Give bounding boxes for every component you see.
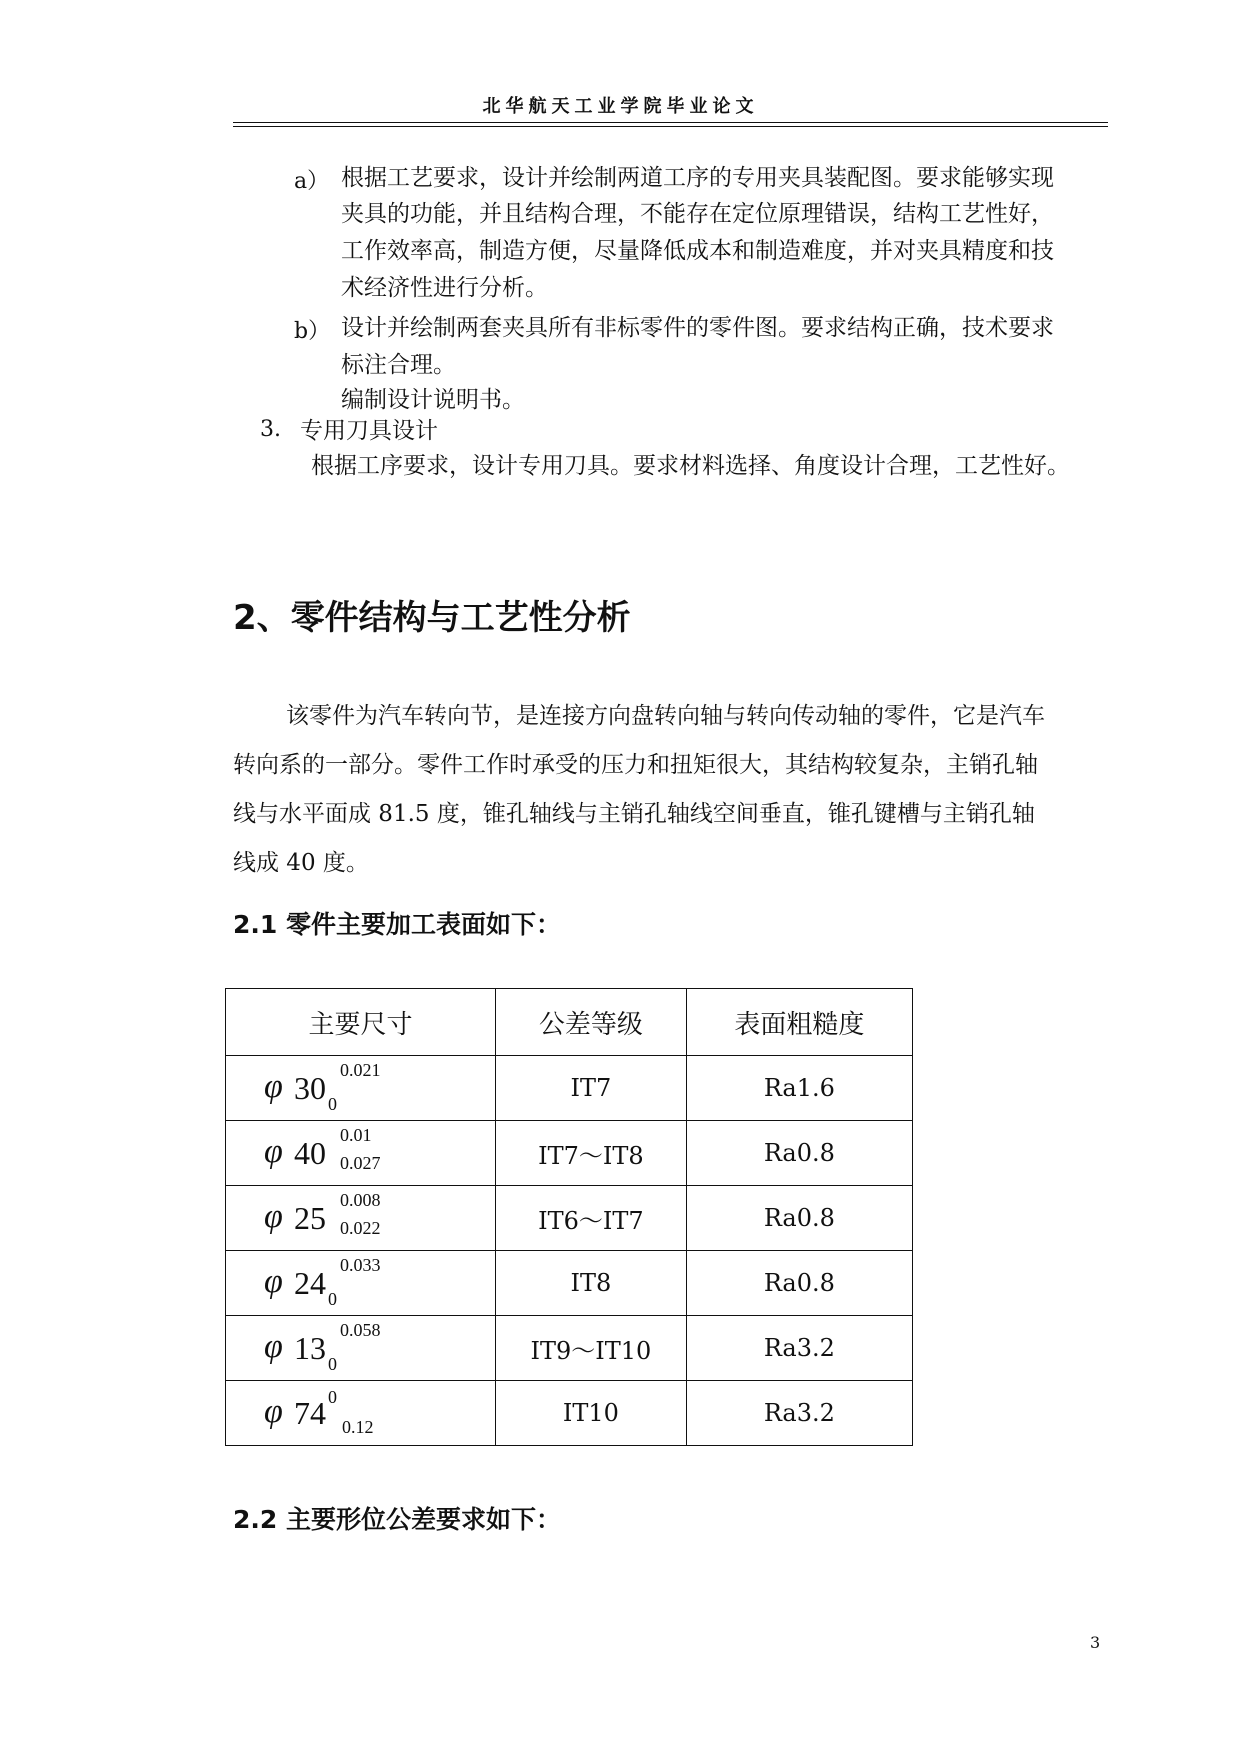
dimension-cell xyxy=(226,1251,496,1316)
grade-cell: IT10 xyxy=(496,1381,687,1446)
header-rule xyxy=(233,122,1108,123)
nominal-size: 25 xyxy=(294,1200,326,1236)
header-rule xyxy=(233,126,1108,127)
machining-surface-table xyxy=(225,988,913,1446)
roughness-cell: Ra3.2 xyxy=(686,1381,912,1446)
paragraph-line: 线成 40 度。 xyxy=(233,850,369,876)
list-item-b-line: 编制设计说明书。 xyxy=(341,387,525,413)
roughness-cell: Ra0.8 xyxy=(686,1186,912,1251)
nominal-size: 40 xyxy=(294,1135,326,1171)
upper-deviation: 0.01 xyxy=(340,1125,372,1145)
list-item-a-line: 夹具的功能，并且结构合理，不能存在定位原理错误，结构工艺性好， xyxy=(341,201,1054,227)
roughness-cell: Ra1.6 xyxy=(686,1056,912,1121)
list-marker-3: 3. xyxy=(260,417,281,442)
table-row xyxy=(226,1381,913,1446)
table-row xyxy=(226,1186,913,1251)
table-row xyxy=(226,1316,913,1381)
grade-cell: IT7 xyxy=(496,1056,687,1121)
table-row xyxy=(226,1121,913,1186)
dimension-cell xyxy=(226,1316,496,1381)
nominal-size: 13 xyxy=(294,1330,326,1366)
grade-cell: IT8 xyxy=(496,1251,687,1316)
page-number: 3 xyxy=(1090,1633,1101,1652)
lower-deviation: 0 xyxy=(328,1354,337,1374)
dimension-cell xyxy=(226,1121,496,1186)
lower-deviation: 0.12 xyxy=(342,1417,374,1437)
list-item-a-line: 工作效率高，制造方便，尽量降低成本和制造难度，并对夹具精度和技 xyxy=(341,238,1054,264)
upper-deviation: 0.021 xyxy=(340,1060,381,1080)
nominal-size: 74 xyxy=(294,1395,326,1431)
lower-deviation: 0 xyxy=(328,1094,337,1114)
list-item-a-line: 术经济性进行分析。 xyxy=(341,275,548,301)
dimension-tolerance xyxy=(264,1125,454,1181)
grade-cell: IT6～IT7 xyxy=(496,1186,687,1251)
diameter-symbol: φ xyxy=(264,1328,283,1365)
lower-deviation: 0 xyxy=(328,1289,337,1309)
dimension-tolerance xyxy=(264,1320,454,1376)
dimension-tolerance xyxy=(264,1060,454,1116)
item3-body: 根据工序要求，设计专用刀具。要求材料选择、角度设计合理，工艺性好。 xyxy=(311,453,1070,479)
diameter-symbol: φ xyxy=(264,1198,283,1235)
lower-deviation: 0.022 xyxy=(340,1218,381,1238)
list-item-b-line: 标注合理。 xyxy=(341,352,456,378)
page-header-title: 北华航天工业学院毕业论文 xyxy=(482,96,759,117)
list-item-a-line: 根据工艺要求，设计并绘制两道工序的专用夹具装配图。要求能够实现 xyxy=(341,165,1054,191)
paragraph-line: 线与水平面成 81.5 度，锥孔轴线与主销孔轴线空间垂直，锥孔键槽与主销孔轴 xyxy=(233,801,1035,827)
subsection-heading: 2.1 零件主要加工表面如下： xyxy=(233,910,561,939)
upper-deviation: 0.058 xyxy=(340,1320,381,1340)
diameter-symbol: φ xyxy=(264,1263,283,1300)
dimension-tolerance xyxy=(264,1255,454,1311)
roughness-cell: Ra0.8 xyxy=(686,1121,912,1186)
diameter-symbol: φ xyxy=(264,1133,283,1170)
roughness-cell: Ra3.2 xyxy=(686,1316,912,1381)
upper-deviation: 0 xyxy=(328,1387,337,1407)
diameter-symbol: φ xyxy=(264,1393,283,1430)
list-marker-b: b） xyxy=(294,319,331,344)
table-header-cell: 公差等级 xyxy=(496,989,687,1056)
dimension-tolerance xyxy=(264,1385,454,1441)
upper-deviation: 0.033 xyxy=(340,1255,381,1275)
table-row xyxy=(226,1056,913,1121)
nominal-size: 30 xyxy=(294,1070,326,1106)
table-header-cell: 表面粗糙度 xyxy=(686,989,912,1056)
section-heading: 2、零件结构与工艺性分析 xyxy=(233,598,631,638)
roughness-cell: Ra0.8 xyxy=(686,1251,912,1316)
grade-cell: IT9～IT10 xyxy=(496,1316,687,1381)
item3-title: 专用刀具设计 xyxy=(300,418,438,444)
lower-deviation: 0.027 xyxy=(340,1153,381,1173)
dimension-tolerance xyxy=(264,1190,454,1246)
dimension-cell xyxy=(226,1056,496,1121)
dimension-cell xyxy=(226,1381,496,1446)
table-row xyxy=(226,1251,913,1316)
paragraph-line: 转向系的一部分。零件工作时承受的压力和扭矩很大，其结构较复杂，主销孔轴 xyxy=(233,752,1038,778)
table-header-cell: 主要尺寸 xyxy=(226,989,496,1056)
upper-deviation: 0.008 xyxy=(340,1190,381,1210)
list-item-b-line: 设计并绘制两套夹具所有非标零件的零件图。要求结构正确，技术要求 xyxy=(341,315,1054,341)
table-header-row xyxy=(226,989,913,1056)
subsection-heading: 2.2 主要形位公差要求如下： xyxy=(233,1505,561,1534)
grade-cell: IT7～IT8 xyxy=(496,1121,687,1186)
diameter-symbol: φ xyxy=(264,1068,283,1105)
dimension-cell xyxy=(226,1186,496,1251)
list-marker-a: a） xyxy=(294,169,330,194)
nominal-size: 24 xyxy=(294,1265,326,1301)
paragraph-line: 该零件为汽车转向节，是连接方向盘转向轴与转向传动轴的零件，它是汽车 xyxy=(286,703,1045,729)
